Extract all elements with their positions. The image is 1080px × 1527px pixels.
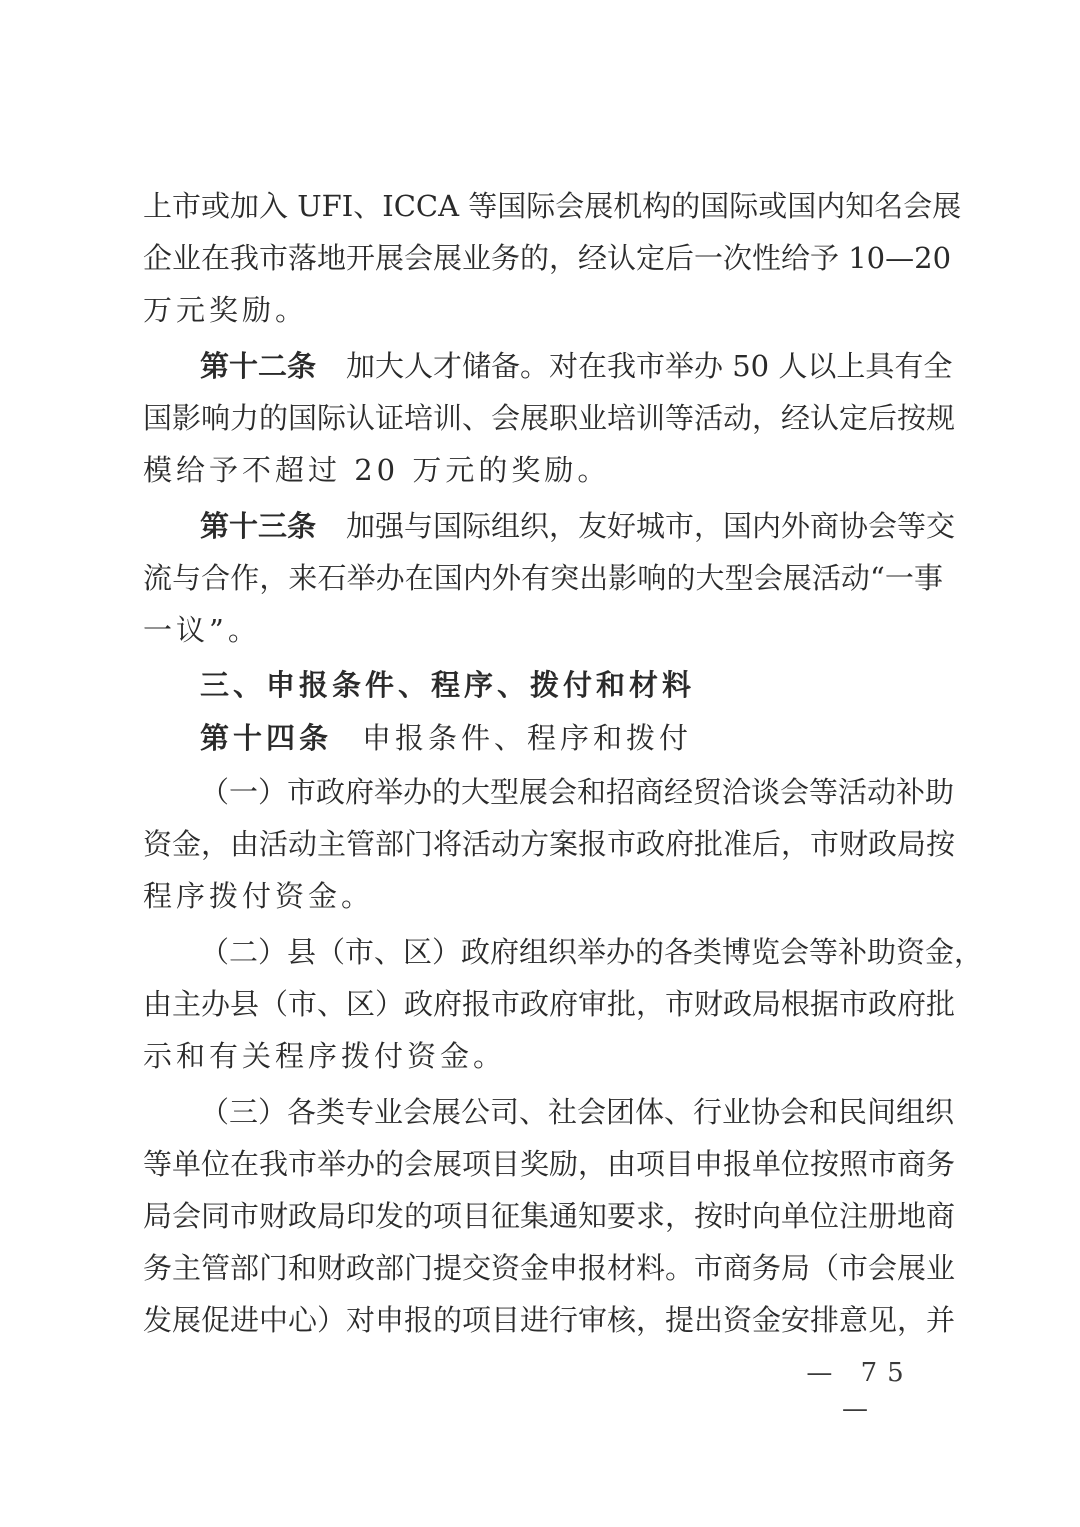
- text-line: 上市或加入 UFI、ICCA 等国际会展机构的国际或国内知名会展: [143, 189, 962, 223]
- text-line: 流与合作，来石举办在国内外有突出影响的大型会展活动“一事: [143, 561, 943, 595]
- text-line: 程序拨付资金。: [143, 879, 375, 913]
- text-line: 发展促进中心）对申报的项目进行审核，提出资金安排意见，并: [143, 1303, 956, 1337]
- text-line: 示和有关程序拨付资金。: [143, 1039, 507, 1073]
- page-number: — 75 —: [806, 1358, 914, 1424]
- article-13-text: 加强与国际组织，友好城市，国内外商协会等交: [346, 509, 956, 543]
- text-line: 一议”。: [143, 613, 261, 647]
- article-13-title: 第十三条: [200, 509, 317, 543]
- article-12-title: 第十二条: [200, 349, 317, 383]
- article-14-title: 第十四条: [200, 721, 333, 755]
- article-13-line: [200, 508, 956, 544]
- text-line: 模给予不超过 20 万元的奖励。: [143, 453, 611, 487]
- text-line: （一）市政府举办的大型展会和招商经贸洽谈会等活动补助: [200, 775, 955, 809]
- article-14-line: [200, 720, 943, 756]
- section-heading: 三、申报条件、程序、拨付和材料: [200, 668, 696, 702]
- text-line: 企业在我市落地开展会展业务的，经认定后一次性给予 10—20: [143, 241, 952, 275]
- text-line: 资金，由活动主管部门将活动方案报市政府批准后，市财政局按: [143, 827, 956, 861]
- article-14-text: 申报条件、程序和拨付: [362, 721, 693, 755]
- text-line: 局会同市财政局印发的项目征集通知要求，按时向单位注册地商: [143, 1199, 956, 1233]
- text-line: （三）各类专业会展公司、社会团体、行业协会和民间组织: [200, 1095, 955, 1129]
- text-line: 由主办县（市、区）政府报市政府审批，市财政局根据市政府批: [143, 987, 956, 1021]
- text-line: （二）县（市、区）政府组织举办的各类博览会等补助资金，: [200, 935, 984, 969]
- article-12-line: [200, 348, 953, 384]
- text-line: 万元奖励。: [143, 293, 309, 327]
- text-line: 务主管部门和财政部门提交资金申报材料。市商务局（市会展业: [143, 1251, 956, 1285]
- article-12-text: 加大人才储备。对在我市举办 50 人以上具有全: [346, 349, 953, 383]
- text-line: 国影响力的国际认证培训、会展职业培训等活动，经认定后按规: [143, 401, 956, 435]
- text-line: 等单位在我市举办的会展项目奖励，由项目申报单位按照市商务: [143, 1147, 956, 1181]
